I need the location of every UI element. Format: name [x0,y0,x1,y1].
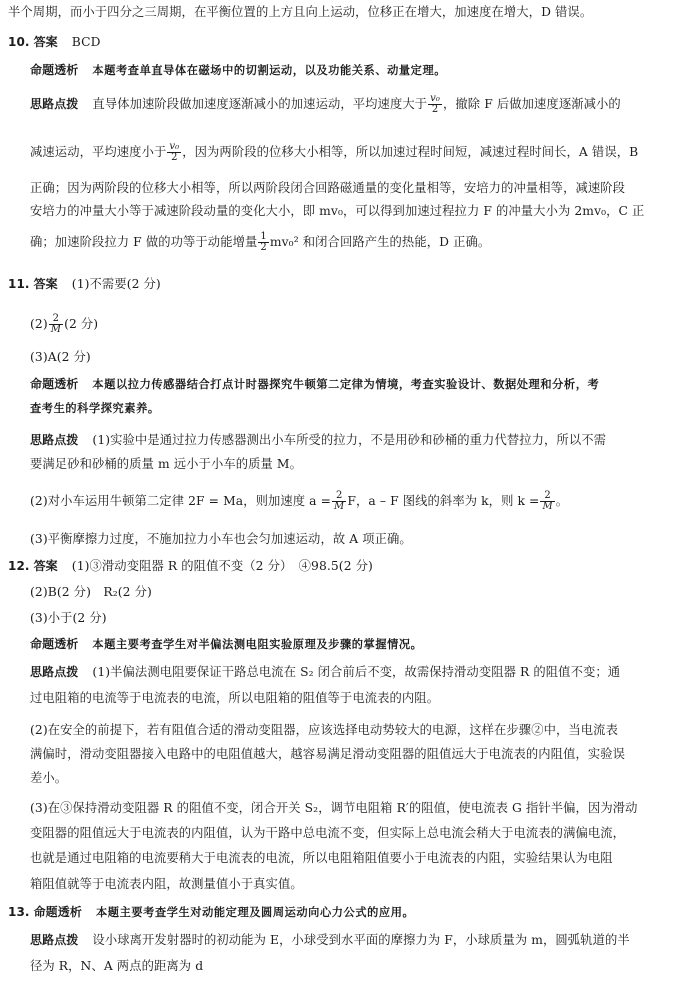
q11-hint-text-1: (1)实验中是通过拉力传感器测出小车所受的拉力，不是用砂和砂桶的重力代替拉力，所以不需 [92,433,607,447]
q11-fraction-a [332,491,346,512]
q10-hint-line-3: 正确；因为两阶段的位移大小相等，所以两阶段闭合回路磁通量的变化量相等，安培力的冲量相等，减速阶段 [30,181,626,195]
q13-analysis-line [8,904,414,921]
q11-hint-text-3c: 。 [555,494,569,508]
q12-hint-line-9: 箱阻值就等于电流表内阻，故测量值小于真实值。 [30,877,303,891]
q12-answer-1: (1)③滑动变阻器 R 的阻值不变（2 分） ④98.5(2 分) [71,559,373,573]
q10-analysis [30,62,446,79]
q10-frac-denominator-b: 2 [171,152,178,163]
q10-fraction-v0-over-2 [428,94,442,115]
q12-hint-line-2: 过电阻箱的电流等于电流表的电流，所以电阻箱的阻值等于电流表的内阻。 [30,691,440,705]
q10-hint-line-2 [30,142,638,163]
q12-answer-2: (2)B(2 分) R₂(2 分) [30,585,152,599]
q12-hint-line-3: (2)在安全的前提下，若有阻值合适的滑动变阻器，应该选择电动势较大的电源，这样在步骤②中，当电流表 [30,723,618,737]
q11-hint-label: 思路点拨 [30,433,79,447]
q10-hint-line-1 [30,94,621,115]
q13-analysis-text: 本题主要考查学生对动能定理及圆周运动向心力公式的应用。 [96,906,415,919]
q11-answer-1: (1)不需要(2 分) [71,277,161,291]
q12-hint-line-5: 差小。 [30,771,68,785]
q11-hint-line-4: (3)平衡摩擦力过度，不施加拉力小车也会匀加速运动，故 A 项正确。 [30,532,412,546]
q13-number: 13. [8,905,30,919]
q13-analysis-label: 命题透析 [33,905,82,919]
q10-hint-text-2a: 减速运动，平均速度小于 [30,145,167,159]
q12-hint-label: 思路点拨 [30,665,79,679]
q11-answer-label: 答案 [33,277,58,291]
q11-hint-line-1 [30,432,606,448]
q11-answer-2-post: (2 分) [64,317,99,331]
q10-hint-line-5 [30,232,490,253]
q10-answer-line [8,34,101,50]
q11-answer-3: (3)A(2 分) [30,350,91,364]
q10-hint-text-1b: ，撤除 F 后做加速度逐渐减小的 [443,97,621,111]
q12-analysis-label: 命题透析 [30,637,79,651]
q12-answer-label: 答案 [33,559,58,573]
q12-hint-line-7: 变阻器的阻值远大于电流表的内阻值，认为干路中总电流不变，但实际上总电流会稍大于电流表的满偏电流， [30,826,626,840]
q13-hint-line-2: 径为 R，N、A 两点的距离为 d [30,959,204,973]
q12-analysis [30,636,422,653]
q10-frac-numerator: v₀ [430,93,440,104]
q11-analysis-text-2: 查考生的科学探究素养。 [30,402,160,415]
q10-analysis-text: 本题考查单直导体在磁场中的切割运动，以及功能关系、动量定理。 [92,64,447,77]
q12-hint-line-4: 满偏时，滑动变阻器接入电路中的电阻值越大，越容易满足滑动变阻器的阻值远大于电流表的内阻值，实验误 [30,747,626,761]
q10-answer-label: 答案 [33,35,58,49]
q11-fraction-k [540,491,554,512]
q12-answer-3: (3)小于(2 分) [30,611,107,625]
q11-analysis-text: 本题以拉力传感器结合打点计时器探究牛顿第二定律为情境，考查实验设计、数据处理和分析，考 [92,378,600,391]
q12-hint-line-8: 也就是通过电阻箱的电流要稍大于电流表的电流，所以电阻箱阻值要小于电流表的内阻，实验结果认为电阻 [30,851,613,865]
q10-frac2-denominator: 2 [260,242,267,253]
q11-hint-text-3a: (2)对小车运用牛顿第二定律 2F = Ma，则加速度 a = [30,494,332,508]
q12-analysis-text: 本题主要考查学生对半偏法测电阻实验原理及步骤的掌握情况。 [92,638,423,651]
q11-frac-a-numerator: 2 [332,491,346,502]
q11-frac-denominator: M [50,324,62,335]
q13-hint-line-1 [30,932,630,948]
q11-hint-line-3 [30,491,568,512]
q11-frac-numerator: 2 [49,314,63,325]
q10-fraction-half [258,232,268,253]
q10-hint-text-2b: ，因为两阶段的位移大小相等，所以加速过程时间短，减速过程时间长，A 错误，B [182,145,639,159]
q12-hint-text-1: (1)半偏法测电阻要保证干路总电流在 S₂ 闭合前后不变，故需保持滑动变阻器 R 的阻值不变；通 [92,665,621,679]
q12-answer-line [8,558,373,574]
q10-hint-line-4: 安培力的冲量大小等于减速阶段动量的变化大小，即 mv₀，可以得到加速过程拉力 F 的冲量大小为 2mv₀，C 正 [30,204,645,218]
q11-fraction-2-over-M [49,314,63,335]
intro-line: 半个周期，而小于四分之三周期，在平衡位置的上方且向上运动，位移正在增大，加速度在增大，D 错误。 [8,5,593,19]
q11-answer-line [8,276,161,292]
q11-frac-k-numerator: 2 [540,491,554,502]
q11-frac-k-denominator: M [542,501,553,512]
q10-hint-text-5a: 确；加速阶段拉力 F 做的功等于动能增量 [30,235,258,249]
q10-analysis-label: 命题透析 [30,63,79,77]
q10-fraction-v0-over-2b [167,142,181,163]
q10-hint-label: 思路点拨 [30,97,79,111]
q12-number: 12. [8,559,30,573]
q11-answer-2-pre: (2) [30,317,48,331]
q10-hint-text-1a: 直导体加速阶段做加速度逐渐减小的加速运动，平均速度大于 [92,97,428,111]
q11-number: 11. [8,277,30,291]
q11-analysis-label: 命题透析 [30,377,79,391]
q10-number: 10. [8,35,30,49]
q11-frac-a-denominator: M [334,501,345,512]
q10-frac2-numerator: 1 [260,231,267,242]
q11-analysis-line-2 [30,400,160,417]
q10-frac-denominator: 2 [431,104,439,115]
q11-analysis [30,376,599,393]
q10-answer: BCD [71,35,101,49]
q12-hint-line-1 [30,664,620,680]
q13-hint-text-1: 设小球离开发射器时的初动能为 E，小球受到水平面的摩擦力为 F，小球质量为 m，圆弧轨道的半 [92,933,630,947]
q11-hint-line-2: 要满足砂和砂桶的质量 m 远小于小车的质量 M。 [30,457,303,471]
q10-hint-text-5b: mv₀² 和闭合回路产生的热能，D 正确。 [269,235,491,249]
q11-answer-2 [30,314,98,335]
q10-frac-numerator-b: v₀ [169,141,180,152]
q13-hint-label: 思路点拨 [30,933,79,947]
q12-hint-line-6: (3)在③保持滑动变阻器 R 的阻值不变，闭合开关 S₂，调节电阻箱 R′的阻值，使电流表 G 指针半偏，因为滑动 [30,801,638,815]
q11-hint-text-3b: F，a – F 图线的斜率为 k，则 k = [347,494,540,508]
